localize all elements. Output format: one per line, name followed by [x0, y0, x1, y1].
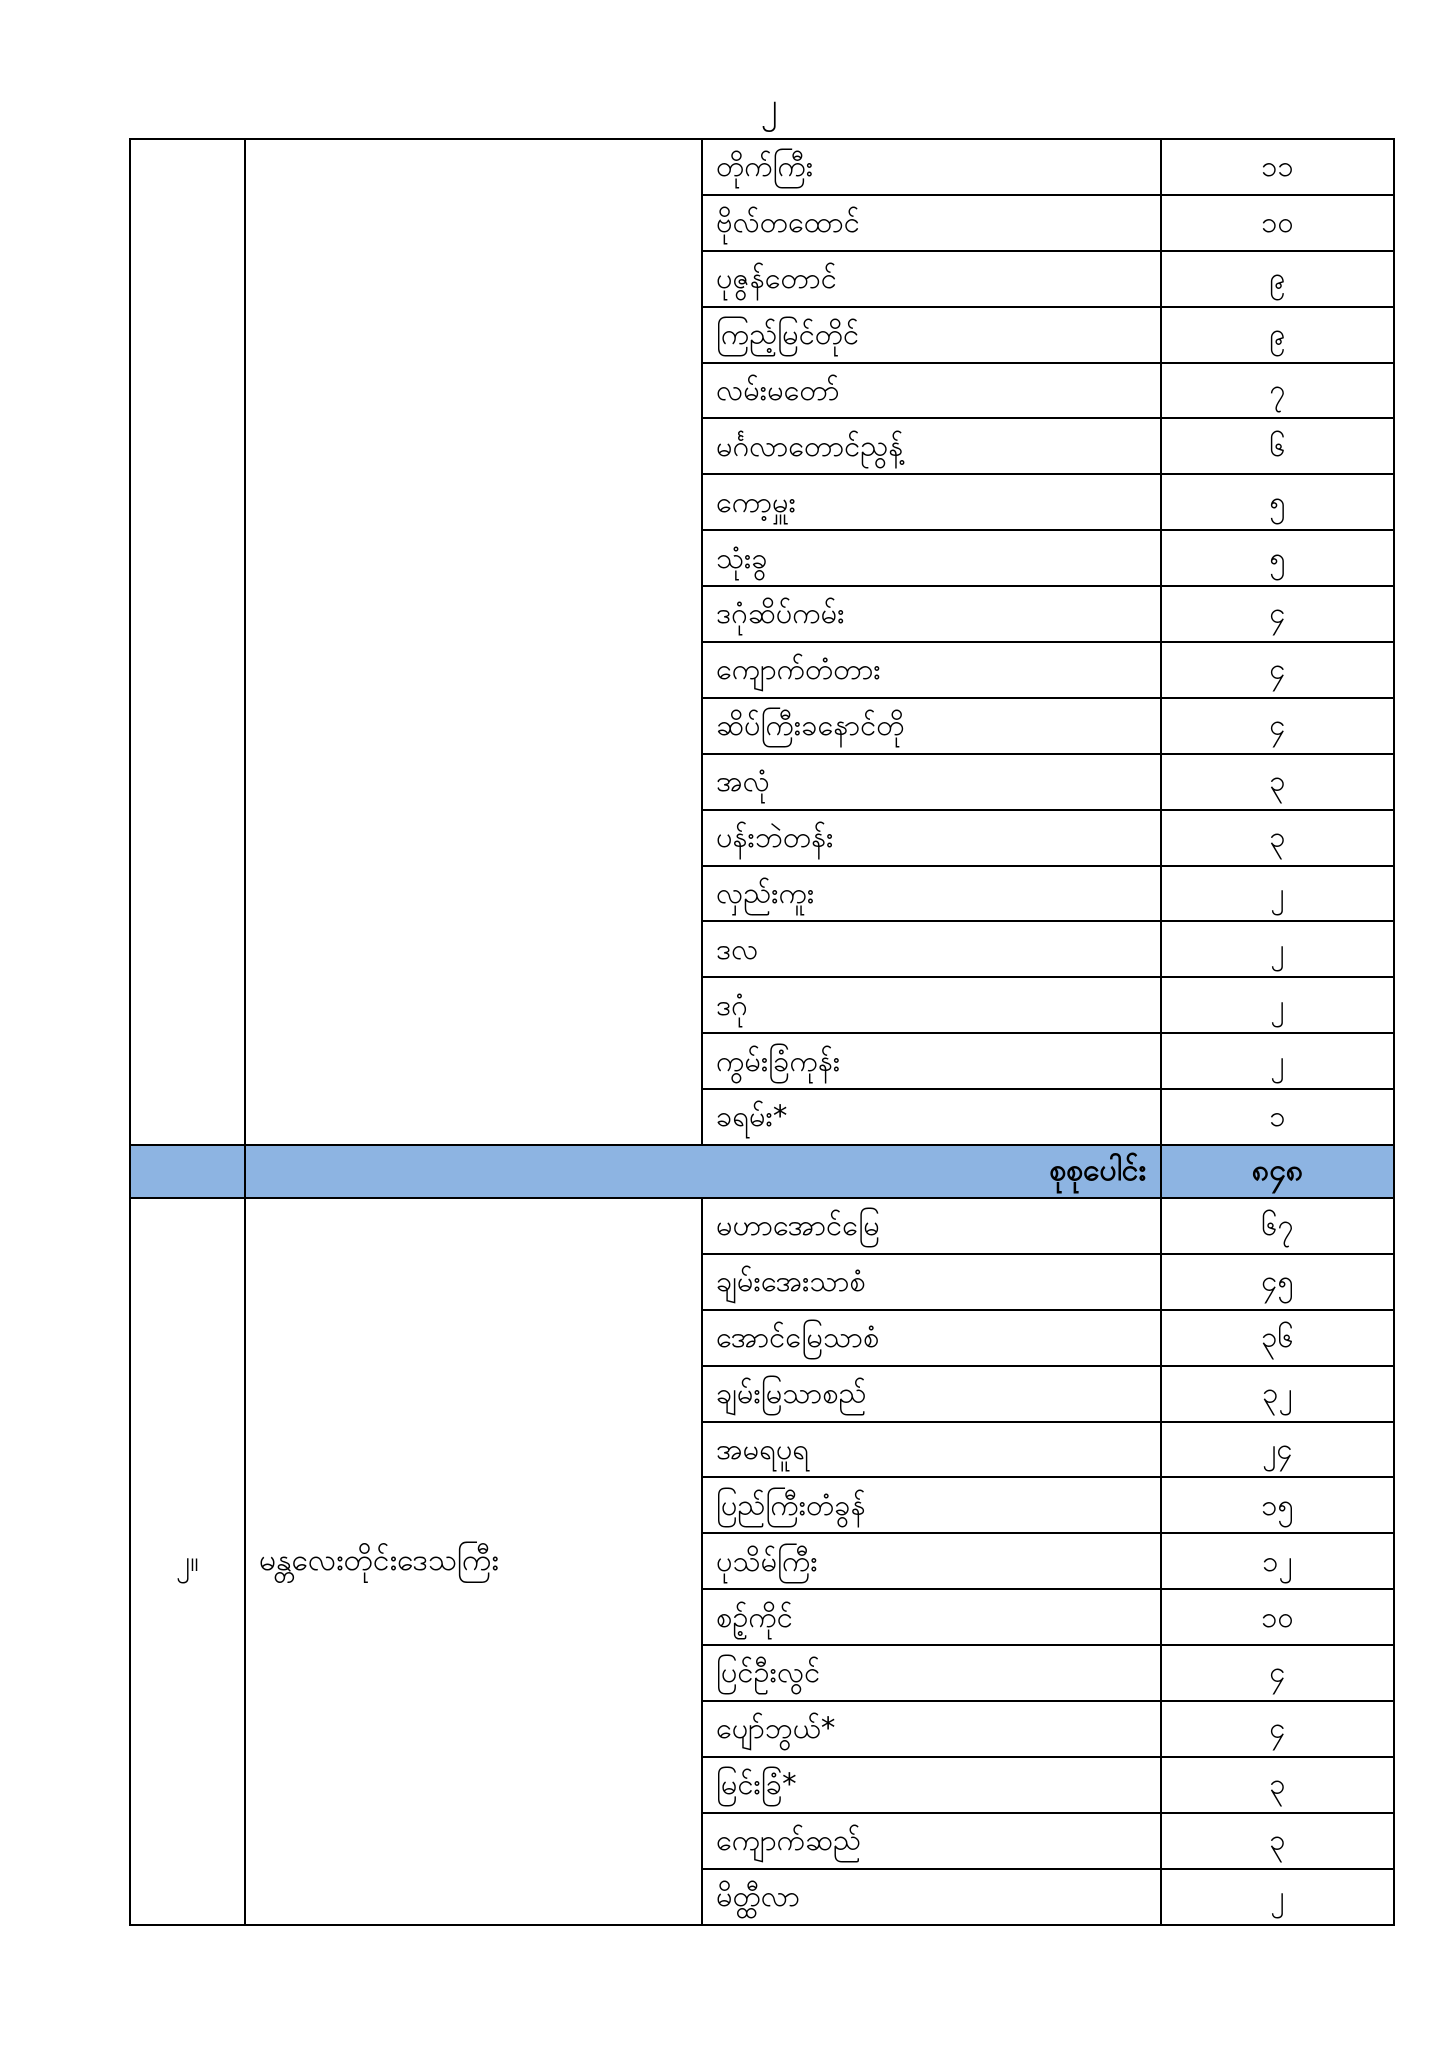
count-cell: ၃: [1162, 811, 1395, 867]
count-cell: ၅: [1162, 531, 1395, 587]
count-cell: ၁၀: [1162, 1590, 1395, 1646]
township-cell: အမရပူရ: [703, 1423, 1162, 1479]
count-cell: ၄၅: [1162, 1255, 1395, 1311]
total-empty-cell: [131, 1146, 246, 1199]
township-cell: မင်္ဂလာတောင်ညွန့်: [703, 419, 1162, 475]
township-cell: မိတ္ထီလာ: [703, 1870, 1162, 1926]
count-cell: ၂: [1162, 978, 1395, 1034]
count-cell: ၁: [1162, 1090, 1395, 1146]
township-cell: ကော့မှူး: [703, 475, 1162, 531]
township-cell: ပြည်ကြီးတံခွန်: [703, 1478, 1162, 1534]
total-label-cell: စုစုပေါင်း: [246, 1146, 1162, 1199]
township-cell: ဆိပ်ကြီးခနောင်တို: [703, 699, 1162, 755]
count-cell: ၄: [1162, 643, 1395, 699]
total-value-cell: ၈၄၈: [1162, 1146, 1395, 1199]
township-cell: မဟာအောင်မြေ: [703, 1199, 1162, 1255]
township-cell: ပုသိမ်ကြီး: [703, 1534, 1162, 1590]
count-cell: ၅: [1162, 475, 1395, 531]
township-cell: ဒလ: [703, 922, 1162, 978]
count-cell: ၄: [1162, 699, 1395, 755]
township-cell: အလုံ: [703, 755, 1162, 811]
section-index-cell: [131, 140, 246, 1146]
count-cell: ၉: [1162, 252, 1395, 308]
section-index-cell: ၂။: [131, 1199, 246, 1926]
township-cell: စဉ့်ကိုင်: [703, 1590, 1162, 1646]
township-cell: ချမ်းအေးသာစံ: [703, 1255, 1162, 1311]
townships-table: [129, 138, 1395, 1926]
township-cell: လှည်းကူး: [703, 867, 1162, 923]
count-cell: ၃: [1162, 1814, 1395, 1870]
township-cell: ကျောက်ဆည်: [703, 1814, 1162, 1870]
township-cell: ကွမ်းခြံကုန်း: [703, 1034, 1162, 1090]
count-cell: ၄: [1162, 1646, 1395, 1702]
township-cell: ပျော်ဘွယ်*: [703, 1702, 1162, 1758]
count-cell: ၂: [1162, 1034, 1395, 1090]
township-cell: အောင်မြေသာစံ: [703, 1311, 1162, 1367]
count-cell: ၂၄: [1162, 1423, 1395, 1479]
township-cell: တိုက်ကြီး: [703, 140, 1162, 196]
count-cell: ၃: [1162, 755, 1395, 811]
count-cell: ၁၂: [1162, 1534, 1395, 1590]
township-cell: ကျောက်တံတား: [703, 643, 1162, 699]
count-cell: ၆: [1162, 419, 1395, 475]
count-cell: ၁၅: [1162, 1478, 1395, 1534]
township-cell: ဒဂုံ: [703, 978, 1162, 1034]
township-cell: ခရမ်း*: [703, 1090, 1162, 1146]
township-cell: သုံးခွ: [703, 531, 1162, 587]
township-cell: မြင်းခြံ*: [703, 1758, 1162, 1814]
count-cell: ၆၇: [1162, 1199, 1395, 1255]
count-cell: ၇: [1162, 364, 1395, 420]
count-cell: ၁၀: [1162, 196, 1395, 252]
count-cell: ၉: [1162, 308, 1395, 364]
township-cell: ဒဂုံဆိပ်ကမ်း: [703, 587, 1162, 643]
count-cell: ၃၂: [1162, 1367, 1395, 1423]
count-cell: ၃၆: [1162, 1311, 1395, 1367]
township-cell: ကြည့်မြင်တိုင်: [703, 308, 1162, 364]
township-cell: ဗိုလ်တထောင်: [703, 196, 1162, 252]
township-cell: ချမ်းမြသာစည်: [703, 1367, 1162, 1423]
township-cell: လမ်းမတော်: [703, 364, 1162, 420]
township-cell: ပြင်ဦးလွင်: [703, 1646, 1162, 1702]
township-cell: ပုဇွန်တောင်: [703, 252, 1162, 308]
count-cell: ၂: [1162, 1870, 1395, 1926]
township-cell: ပန်းဘဲတန်း: [703, 811, 1162, 867]
count-cell: ၂: [1162, 922, 1395, 978]
count-cell: ၄: [1162, 587, 1395, 643]
count-cell: ၂: [1162, 867, 1395, 923]
count-cell: ၄: [1162, 1702, 1395, 1758]
region-name-cell: မန္တလေးတိုင်းဒေသကြီး: [246, 1199, 703, 1926]
count-cell: ၁၁: [1162, 140, 1395, 196]
count-cell: ၃: [1162, 1758, 1395, 1814]
region-name-cell: [246, 140, 703, 1146]
page-number: ၂: [760, 86, 778, 126]
